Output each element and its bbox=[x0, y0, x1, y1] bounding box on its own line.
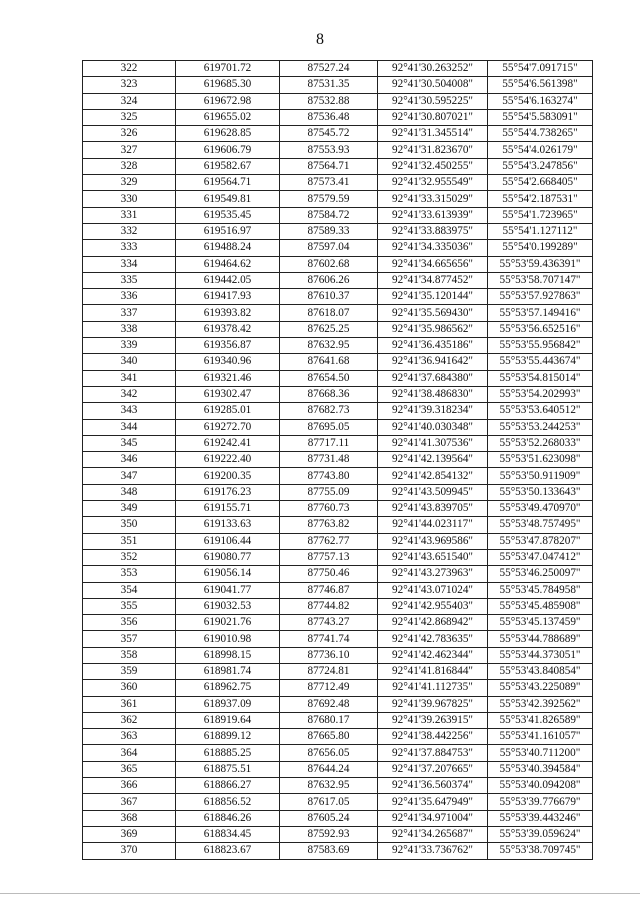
latitude-cell: 55°53'47.878207" bbox=[488, 533, 593, 549]
point-number-cell: 353 bbox=[83, 566, 176, 582]
latitude-cell: 55°53'41.826589" bbox=[488, 712, 593, 728]
table-row bbox=[83, 501, 593, 517]
table-row bbox=[83, 93, 593, 109]
longitude-cell: 92°41'34.877452" bbox=[378, 272, 488, 288]
y-coordinate-cell: 87527.24 bbox=[280, 61, 378, 77]
longitude-cell: 92°41'44.023117" bbox=[378, 517, 488, 533]
latitude-cell: 55°54'1.723965" bbox=[488, 207, 593, 223]
longitude-cell: 92°41'43.969586" bbox=[378, 533, 488, 549]
point-number-cell: 363 bbox=[83, 729, 176, 745]
y-coordinate-cell: 87760.73 bbox=[280, 501, 378, 517]
coordinates-table-body bbox=[83, 61, 593, 860]
longitude-cell: 92°41'39.967825" bbox=[378, 696, 488, 712]
x-coordinate-cell: 619488.24 bbox=[176, 240, 280, 256]
latitude-cell: 55°54'6.163274" bbox=[488, 93, 593, 109]
longitude-cell: 92°41'33.613939" bbox=[378, 207, 488, 223]
x-coordinate-cell: 619340.96 bbox=[176, 354, 280, 370]
table-row bbox=[83, 191, 593, 207]
table-row bbox=[83, 778, 593, 794]
point-number-cell: 344 bbox=[83, 419, 176, 435]
x-coordinate-cell: 618899.12 bbox=[176, 729, 280, 745]
y-coordinate-cell: 87743.27 bbox=[280, 615, 378, 631]
x-coordinate-cell: 619564.71 bbox=[176, 175, 280, 191]
latitude-cell: 55°53'50.133643" bbox=[488, 484, 593, 500]
latitude-cell: 55°53'48.757495" bbox=[488, 517, 593, 533]
x-coordinate-cell: 618998.15 bbox=[176, 647, 280, 663]
point-number-cell: 331 bbox=[83, 207, 176, 223]
y-coordinate-cell: 87602.68 bbox=[280, 256, 378, 272]
table-row bbox=[83, 533, 593, 549]
table-row bbox=[83, 598, 593, 614]
x-coordinate-cell: 619155.71 bbox=[176, 501, 280, 517]
x-coordinate-cell: 619222.40 bbox=[176, 452, 280, 468]
point-number-cell: 330 bbox=[83, 191, 176, 207]
longitude-cell: 92°41'33.736762" bbox=[378, 843, 488, 859]
point-number-cell: 355 bbox=[83, 598, 176, 614]
y-coordinate-cell: 87583.69 bbox=[280, 843, 378, 859]
y-coordinate-cell: 87741.74 bbox=[280, 631, 378, 647]
latitude-cell: 55°54'5.583091" bbox=[488, 109, 593, 125]
latitude-cell: 55°54'0.199289" bbox=[488, 240, 593, 256]
latitude-cell: 55°53'54.815014" bbox=[488, 370, 593, 386]
table-row bbox=[83, 615, 593, 631]
y-coordinate-cell: 87573.41 bbox=[280, 175, 378, 191]
x-coordinate-cell: 618937.09 bbox=[176, 696, 280, 712]
latitude-cell: 55°54'2.187531" bbox=[488, 191, 593, 207]
longitude-cell: 92°41'36.941642" bbox=[378, 354, 488, 370]
point-number-cell: 332 bbox=[83, 223, 176, 239]
point-number-cell: 365 bbox=[83, 761, 176, 777]
table-row bbox=[83, 256, 593, 272]
x-coordinate-cell: 619672.98 bbox=[176, 93, 280, 109]
longitude-cell: 92°41'43.839705" bbox=[378, 501, 488, 517]
latitude-cell: 55°53'45.784958" bbox=[488, 582, 593, 598]
x-coordinate-cell: 619417.93 bbox=[176, 289, 280, 305]
point-number-cell: 345 bbox=[83, 435, 176, 451]
table-row bbox=[83, 794, 593, 810]
longitude-cell: 92°41'41.112735" bbox=[378, 680, 488, 696]
y-coordinate-cell: 87763.82 bbox=[280, 517, 378, 533]
latitude-cell: 55°53'47.047412" bbox=[488, 549, 593, 565]
x-coordinate-cell: 618919.64 bbox=[176, 712, 280, 728]
point-number-cell: 356 bbox=[83, 615, 176, 631]
longitude-cell: 92°41'36.435186" bbox=[378, 338, 488, 354]
point-number-cell: 326 bbox=[83, 126, 176, 142]
y-coordinate-cell: 87744.82 bbox=[280, 598, 378, 614]
point-number-cell: 328 bbox=[83, 158, 176, 174]
y-coordinate-cell: 87579.59 bbox=[280, 191, 378, 207]
x-coordinate-cell: 619442.05 bbox=[176, 272, 280, 288]
longitude-cell: 92°41'35.647949" bbox=[378, 794, 488, 810]
x-coordinate-cell: 618885.25 bbox=[176, 745, 280, 761]
x-coordinate-cell: 619378.42 bbox=[176, 321, 280, 337]
latitude-cell: 55°54'4.738265" bbox=[488, 126, 593, 142]
table-row bbox=[83, 696, 593, 712]
y-coordinate-cell: 87592.93 bbox=[280, 826, 378, 842]
latitude-cell: 55°53'42.392562" bbox=[488, 696, 593, 712]
latitude-cell: 55°53'53.640512" bbox=[488, 403, 593, 419]
longitude-cell: 92°41'42.462344" bbox=[378, 647, 488, 663]
x-coordinate-cell: 619242.41 bbox=[176, 435, 280, 451]
point-number-cell: 364 bbox=[83, 745, 176, 761]
longitude-cell: 92°41'42.139564" bbox=[378, 452, 488, 468]
longitude-cell: 92°41'37.884753" bbox=[378, 745, 488, 761]
latitude-cell: 55°53'40.711200" bbox=[488, 745, 593, 761]
point-number-cell: 349 bbox=[83, 501, 176, 517]
table-row bbox=[83, 680, 593, 696]
page-number: 8 bbox=[316, 31, 324, 48]
point-number-cell: 324 bbox=[83, 93, 176, 109]
x-coordinate-cell: 619021.76 bbox=[176, 615, 280, 631]
y-coordinate-cell: 87589.33 bbox=[280, 223, 378, 239]
x-coordinate-cell: 618866.27 bbox=[176, 778, 280, 794]
table-row bbox=[83, 566, 593, 582]
y-coordinate-cell: 87597.04 bbox=[280, 240, 378, 256]
table-row bbox=[83, 158, 593, 174]
longitude-cell: 92°41'34.335036" bbox=[378, 240, 488, 256]
longitude-cell: 92°41'30.807021" bbox=[378, 109, 488, 125]
longitude-cell: 92°41'30.504008" bbox=[378, 77, 488, 93]
y-coordinate-cell: 87746.87 bbox=[280, 582, 378, 598]
table-row bbox=[83, 223, 593, 239]
x-coordinate-cell: 619655.02 bbox=[176, 109, 280, 125]
table-row bbox=[83, 712, 593, 728]
latitude-cell: 55°53'45.137459" bbox=[488, 615, 593, 631]
point-number-cell: 340 bbox=[83, 354, 176, 370]
y-coordinate-cell: 87682.73 bbox=[280, 403, 378, 419]
point-number-cell: 323 bbox=[83, 77, 176, 93]
longitude-cell: 92°41'37.684380" bbox=[378, 370, 488, 386]
y-coordinate-cell: 87762.77 bbox=[280, 533, 378, 549]
point-number-cell: 358 bbox=[83, 647, 176, 663]
longitude-cell: 92°41'39.263915" bbox=[378, 712, 488, 728]
x-coordinate-cell: 619606.79 bbox=[176, 142, 280, 158]
point-number-cell: 366 bbox=[83, 778, 176, 794]
x-coordinate-cell: 619628.85 bbox=[176, 126, 280, 142]
point-number-cell: 347 bbox=[83, 468, 176, 484]
table-row bbox=[83, 435, 593, 451]
x-coordinate-cell: 619356.87 bbox=[176, 338, 280, 354]
latitude-cell: 55°53'41.161057" bbox=[488, 729, 593, 745]
point-number-cell: 334 bbox=[83, 256, 176, 272]
table-row bbox=[83, 647, 593, 663]
latitude-cell: 55°53'43.225089" bbox=[488, 680, 593, 696]
point-number-cell: 335 bbox=[83, 272, 176, 288]
x-coordinate-cell: 618962.75 bbox=[176, 680, 280, 696]
point-number-cell: 362 bbox=[83, 712, 176, 728]
point-number-cell: 354 bbox=[83, 582, 176, 598]
table-row bbox=[83, 175, 593, 191]
longitude-cell: 92°41'40.030348" bbox=[378, 419, 488, 435]
point-number-cell: 346 bbox=[83, 452, 176, 468]
longitude-cell: 92°41'33.315029" bbox=[378, 191, 488, 207]
longitude-cell: 92°41'43.651540" bbox=[378, 549, 488, 565]
table-row bbox=[83, 370, 593, 386]
latitude-cell: 55°53'59.436391" bbox=[488, 256, 593, 272]
longitude-cell: 92°41'35.986562" bbox=[378, 321, 488, 337]
latitude-cell: 55°54'3.247856" bbox=[488, 158, 593, 174]
longitude-cell: 92°41'41.307536" bbox=[378, 435, 488, 451]
point-number-cell: 327 bbox=[83, 142, 176, 158]
longitude-cell: 92°41'37.207665" bbox=[378, 761, 488, 777]
y-coordinate-cell: 87632.95 bbox=[280, 778, 378, 794]
point-number-cell: 361 bbox=[83, 696, 176, 712]
latitude-cell: 55°53'43.840854" bbox=[488, 663, 593, 679]
y-coordinate-cell: 87712.49 bbox=[280, 680, 378, 696]
x-coordinate-cell: 619582.67 bbox=[176, 158, 280, 174]
point-number-cell: 322 bbox=[83, 61, 176, 77]
point-number-cell: 342 bbox=[83, 386, 176, 402]
longitude-cell: 92°41'36.560374" bbox=[378, 778, 488, 794]
latitude-cell: 55°53'44.788689" bbox=[488, 631, 593, 647]
longitude-cell: 92°41'41.816844" bbox=[378, 663, 488, 679]
x-coordinate-cell: 619302.47 bbox=[176, 386, 280, 402]
x-coordinate-cell: 619056.14 bbox=[176, 566, 280, 582]
point-number-cell: 329 bbox=[83, 175, 176, 191]
y-coordinate-cell: 87750.46 bbox=[280, 566, 378, 582]
table-row bbox=[83, 77, 593, 93]
y-coordinate-cell: 87632.95 bbox=[280, 338, 378, 354]
x-coordinate-cell: 618846.26 bbox=[176, 810, 280, 826]
longitude-cell: 92°41'31.823670" bbox=[378, 142, 488, 158]
latitude-cell: 55°53'38.709745" bbox=[488, 843, 593, 859]
table-row bbox=[83, 207, 593, 223]
table-row bbox=[83, 843, 593, 859]
x-coordinate-cell: 619393.82 bbox=[176, 305, 280, 321]
point-number-cell: 370 bbox=[83, 843, 176, 859]
x-coordinate-cell: 619133.63 bbox=[176, 517, 280, 533]
y-coordinate-cell: 87625.25 bbox=[280, 321, 378, 337]
table-row bbox=[83, 240, 593, 256]
longitude-cell: 92°41'33.883975" bbox=[378, 223, 488, 239]
x-coordinate-cell: 619464.62 bbox=[176, 256, 280, 272]
latitude-cell: 55°53'57.149416" bbox=[488, 305, 593, 321]
table-row bbox=[83, 517, 593, 533]
latitude-cell: 55°54'1.127112" bbox=[488, 223, 593, 239]
y-coordinate-cell: 87584.72 bbox=[280, 207, 378, 223]
point-number-cell: 325 bbox=[83, 109, 176, 125]
longitude-cell: 92°41'42.854132" bbox=[378, 468, 488, 484]
point-number-cell: 343 bbox=[83, 403, 176, 419]
table-row bbox=[83, 663, 593, 679]
latitude-cell: 55°53'55.443674" bbox=[488, 354, 593, 370]
point-number-cell: 348 bbox=[83, 484, 176, 500]
longitude-cell: 92°41'34.265687" bbox=[378, 826, 488, 842]
bottom-rule bbox=[0, 893, 640, 894]
table-row bbox=[83, 321, 593, 337]
table-row bbox=[83, 386, 593, 402]
y-coordinate-cell: 87641.68 bbox=[280, 354, 378, 370]
y-coordinate-cell: 87617.05 bbox=[280, 794, 378, 810]
table-row bbox=[83, 761, 593, 777]
y-coordinate-cell: 87717.11 bbox=[280, 435, 378, 451]
latitude-cell: 55°53'57.927863" bbox=[488, 289, 593, 305]
latitude-cell: 55°54'6.561398" bbox=[488, 77, 593, 93]
x-coordinate-cell: 619200.35 bbox=[176, 468, 280, 484]
point-number-cell: 336 bbox=[83, 289, 176, 305]
table-row bbox=[83, 826, 593, 842]
latitude-cell: 55°53'39.776679" bbox=[488, 794, 593, 810]
table-row bbox=[83, 305, 593, 321]
longitude-cell: 92°41'34.665656" bbox=[378, 256, 488, 272]
y-coordinate-cell: 87564.71 bbox=[280, 158, 378, 174]
table-row bbox=[83, 745, 593, 761]
table-row bbox=[83, 729, 593, 745]
longitude-cell: 92°41'42.955403" bbox=[378, 598, 488, 614]
x-coordinate-cell: 619010.98 bbox=[176, 631, 280, 647]
y-coordinate-cell: 87605.24 bbox=[280, 810, 378, 826]
point-number-cell: 333 bbox=[83, 240, 176, 256]
y-coordinate-cell: 87731.48 bbox=[280, 452, 378, 468]
y-coordinate-cell: 87610.37 bbox=[280, 289, 378, 305]
latitude-cell: 55°53'39.443246" bbox=[488, 810, 593, 826]
longitude-cell: 92°41'35.120144" bbox=[378, 289, 488, 305]
table-row bbox=[83, 403, 593, 419]
latitude-cell: 55°53'53.244253" bbox=[488, 419, 593, 435]
coordinates-table bbox=[82, 60, 593, 860]
longitude-cell: 92°41'39.318234" bbox=[378, 403, 488, 419]
y-coordinate-cell: 87755.09 bbox=[280, 484, 378, 500]
longitude-cell: 92°41'38.442256" bbox=[378, 729, 488, 745]
longitude-cell: 92°41'42.868942" bbox=[378, 615, 488, 631]
y-coordinate-cell: 87757.13 bbox=[280, 549, 378, 565]
x-coordinate-cell: 619041.77 bbox=[176, 582, 280, 598]
x-coordinate-cell: 619272.70 bbox=[176, 419, 280, 435]
y-coordinate-cell: 87536.48 bbox=[280, 109, 378, 125]
point-number-cell: 360 bbox=[83, 680, 176, 696]
point-number-cell: 351 bbox=[83, 533, 176, 549]
longitude-cell: 92°41'32.955549" bbox=[378, 175, 488, 191]
x-coordinate-cell: 618981.74 bbox=[176, 663, 280, 679]
table-row bbox=[83, 468, 593, 484]
x-coordinate-cell: 619321.46 bbox=[176, 370, 280, 386]
table-row bbox=[83, 484, 593, 500]
table-row bbox=[83, 272, 593, 288]
point-number-cell: 339 bbox=[83, 338, 176, 354]
table-row bbox=[83, 452, 593, 468]
table-row bbox=[83, 582, 593, 598]
y-coordinate-cell: 87545.72 bbox=[280, 126, 378, 142]
longitude-cell: 92°41'43.071024" bbox=[378, 582, 488, 598]
y-coordinate-cell: 87680.17 bbox=[280, 712, 378, 728]
latitude-cell: 55°53'56.652516" bbox=[488, 321, 593, 337]
x-coordinate-cell: 619032.53 bbox=[176, 598, 280, 614]
y-coordinate-cell: 87654.50 bbox=[280, 370, 378, 386]
latitude-cell: 55°53'46.250097" bbox=[488, 566, 593, 582]
longitude-cell: 92°41'34.971004" bbox=[378, 810, 488, 826]
point-number-cell: 359 bbox=[83, 663, 176, 679]
point-number-cell: 341 bbox=[83, 370, 176, 386]
latitude-cell: 55°53'40.394584" bbox=[488, 761, 593, 777]
longitude-cell: 92°41'43.509945" bbox=[378, 484, 488, 500]
table-row bbox=[83, 289, 593, 305]
latitude-cell: 55°53'44.373051" bbox=[488, 647, 593, 663]
y-coordinate-cell: 87695.05 bbox=[280, 419, 378, 435]
latitude-cell: 55°53'52.268033" bbox=[488, 435, 593, 451]
x-coordinate-cell: 619285.01 bbox=[176, 403, 280, 419]
point-number-cell: 367 bbox=[83, 794, 176, 810]
latitude-cell: 55°53'55.956842" bbox=[488, 338, 593, 354]
point-number-cell: 357 bbox=[83, 631, 176, 647]
latitude-cell: 55°53'58.707147" bbox=[488, 272, 593, 288]
latitude-cell: 55°53'51.623098" bbox=[488, 452, 593, 468]
longitude-cell: 92°41'30.595225" bbox=[378, 93, 488, 109]
y-coordinate-cell: 87532.88 bbox=[280, 93, 378, 109]
y-coordinate-cell: 87665.80 bbox=[280, 729, 378, 745]
table-row bbox=[83, 354, 593, 370]
point-number-cell: 350 bbox=[83, 517, 176, 533]
latitude-cell: 55°54'4.026179" bbox=[488, 142, 593, 158]
table-row bbox=[83, 338, 593, 354]
latitude-cell: 55°53'39.059624" bbox=[488, 826, 593, 842]
point-number-cell: 338 bbox=[83, 321, 176, 337]
longitude-cell: 92°41'35.569430" bbox=[378, 305, 488, 321]
x-coordinate-cell: 619106.44 bbox=[176, 533, 280, 549]
x-coordinate-cell: 619685.30 bbox=[176, 77, 280, 93]
latitude-cell: 55°53'40.094208" bbox=[488, 778, 593, 794]
x-coordinate-cell: 618856.52 bbox=[176, 794, 280, 810]
table-row bbox=[83, 419, 593, 435]
latitude-cell: 55°53'49.470970" bbox=[488, 501, 593, 517]
x-coordinate-cell: 619176.23 bbox=[176, 484, 280, 500]
x-coordinate-cell: 619080.77 bbox=[176, 549, 280, 565]
longitude-cell: 92°41'31.345514" bbox=[378, 126, 488, 142]
x-coordinate-cell: 619549.81 bbox=[176, 191, 280, 207]
y-coordinate-cell: 87531.35 bbox=[280, 77, 378, 93]
y-coordinate-cell: 87724.81 bbox=[280, 663, 378, 679]
table-row bbox=[83, 631, 593, 647]
table-row bbox=[83, 109, 593, 125]
x-coordinate-cell: 618823.67 bbox=[176, 843, 280, 859]
y-coordinate-cell: 87553.93 bbox=[280, 142, 378, 158]
y-coordinate-cell: 87692.48 bbox=[280, 696, 378, 712]
y-coordinate-cell: 87656.05 bbox=[280, 745, 378, 761]
x-coordinate-cell: 619535.45 bbox=[176, 207, 280, 223]
latitude-cell: 55°53'50.911909" bbox=[488, 468, 593, 484]
table-row bbox=[83, 549, 593, 565]
y-coordinate-cell: 87644.24 bbox=[280, 761, 378, 777]
latitude-cell: 55°54'2.668405" bbox=[488, 175, 593, 191]
point-number-cell: 369 bbox=[83, 826, 176, 842]
y-coordinate-cell: 87606.26 bbox=[280, 272, 378, 288]
point-number-cell: 368 bbox=[83, 810, 176, 826]
table-row bbox=[83, 142, 593, 158]
x-coordinate-cell: 619516.97 bbox=[176, 223, 280, 239]
table-row bbox=[83, 126, 593, 142]
latitude-cell: 55°53'45.485908" bbox=[488, 598, 593, 614]
y-coordinate-cell: 87743.80 bbox=[280, 468, 378, 484]
y-coordinate-cell: 87618.07 bbox=[280, 305, 378, 321]
table-row bbox=[83, 61, 593, 77]
longitude-cell: 92°41'30.263252" bbox=[378, 61, 488, 77]
longitude-cell: 92°41'43.273963" bbox=[378, 566, 488, 582]
y-coordinate-cell: 87736.10 bbox=[280, 647, 378, 663]
x-coordinate-cell: 618875.51 bbox=[176, 761, 280, 777]
point-number-cell: 337 bbox=[83, 305, 176, 321]
latitude-cell: 55°53'54.202993" bbox=[488, 386, 593, 402]
x-coordinate-cell: 618834.45 bbox=[176, 826, 280, 842]
y-coordinate-cell: 87668.36 bbox=[280, 386, 378, 402]
table-row bbox=[83, 810, 593, 826]
point-number-cell: 352 bbox=[83, 549, 176, 565]
longitude-cell: 92°41'32.450255" bbox=[378, 158, 488, 174]
longitude-cell: 92°41'38.486830" bbox=[378, 386, 488, 402]
latitude-cell: 55°54'7.091715" bbox=[488, 61, 593, 77]
longitude-cell: 92°41'42.783635" bbox=[378, 631, 488, 647]
x-coordinate-cell: 619701.72 bbox=[176, 61, 280, 77]
